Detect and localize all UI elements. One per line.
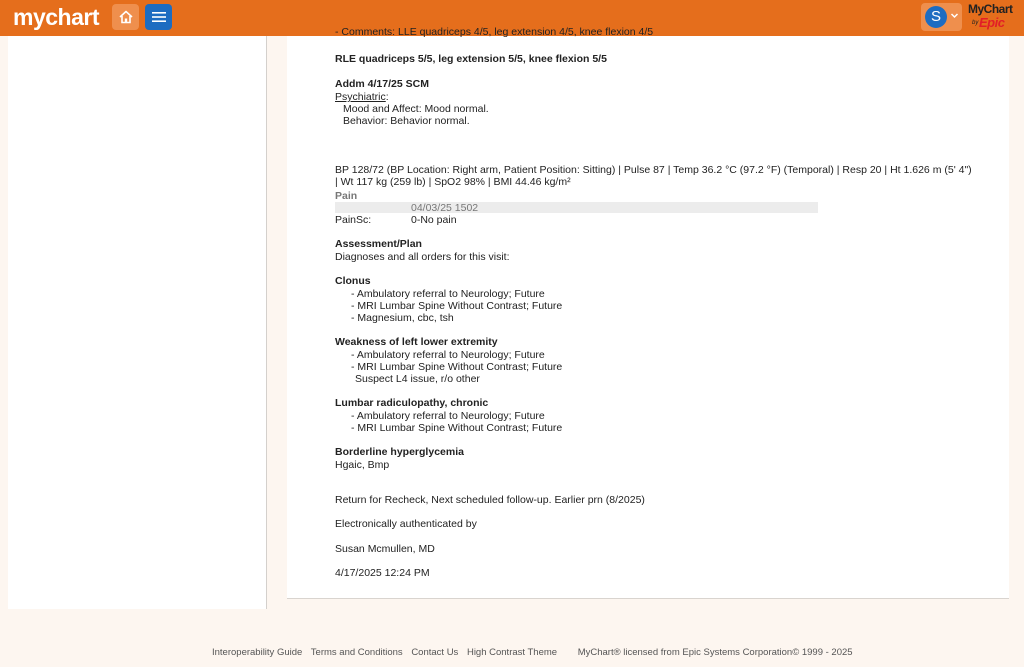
cutoff-comment-line: - Comments: LLE quadriceps 4/5, leg extension 4/5, knee flexion 4/5 xyxy=(335,26,654,38)
vitals-line-1: BP 128/72 (BP Location: Right arm, Patient Position: Sitting) | Pulse 87 | Temp 36.2 °C (97.2 °F) (Temporal) | Resp 20 | Ht 1.626 m (5' 4") xyxy=(335,164,972,176)
psychiatric-heading xyxy=(335,91,389,103)
diagnosis-title: Clonus xyxy=(335,275,371,287)
home-icon xyxy=(118,9,134,25)
assessment-subtitle: Diagnoses and all orders for this visit: xyxy=(335,251,510,263)
pain-date: 04/03/25 1502 xyxy=(411,202,479,214)
pain-date-row xyxy=(335,202,818,213)
footer-link-high-contrast[interactable]: High Contrast Theme xyxy=(466,647,558,658)
order-item: Suspect L4 issue, r/o other xyxy=(355,373,480,385)
vitals-line-2: | Wt 117 kg (259 lb) | SpO2 98% | BMI 44.46 kg/m² xyxy=(335,176,571,188)
return-instructions: Return for Recheck, Next scheduled follow-up. Earlier prn (8/2025) xyxy=(335,494,645,506)
pain-score-value: 0-No pain xyxy=(411,214,457,226)
mood-line: Mood and Affect: Mood normal. xyxy=(343,103,489,115)
diagnosis-title: Borderline hyperglycemia xyxy=(335,446,464,458)
order-item: Hgaic, Bmp xyxy=(335,459,390,471)
brand-epic-text: Epic xyxy=(979,15,1005,30)
diagnosis-title: Lumbar radiculopathy, chronic xyxy=(335,397,489,409)
mychart-by-epic-logo xyxy=(968,2,1020,33)
order-item: - MRI Lumbar Spine Without Contrast; Future xyxy=(351,300,563,312)
psychiatric-label: Psychiatric xyxy=(335,91,386,103)
order-item: - Ambulatory referral to Neurology; Future xyxy=(351,349,545,361)
menu-button[interactable] xyxy=(145,4,172,30)
order-item: - MRI Lumbar Spine Without Contrast; Future xyxy=(351,361,563,373)
addendum-line: Addm 4/17/25 SCM xyxy=(335,78,429,90)
signed-timestamp: 4/17/2025 12:24 PM xyxy=(335,567,430,579)
left-sidebar xyxy=(8,36,267,609)
brand-mychart-text: MyChart xyxy=(968,2,1013,16)
footer-link-interoperability[interactable]: Interoperability Guide xyxy=(212,647,303,658)
rle-exam-line: RLE quadriceps 5/5, leg extension 5/5, knee flexion 5/5 xyxy=(335,53,607,65)
psychiatric-colon: : xyxy=(385,91,389,103)
footer-link-contact[interactable]: Contact Us xyxy=(411,647,459,658)
signer-name: Susan Mcmullen, MD xyxy=(335,543,435,555)
footer-copyright: MyChart® licensed from Epic Systems Corporation© 1999 - 2025 xyxy=(577,647,853,658)
note-content-panel[interactable] xyxy=(287,26,1009,599)
mychart-logo[interactable]: mychart xyxy=(13,4,99,30)
diagnosis-title: Weakness of left lower extremity xyxy=(335,336,498,348)
hamburger-menu-icon xyxy=(152,11,166,23)
footer xyxy=(212,647,859,658)
order-item: - Magnesium, cbc, tsh xyxy=(351,312,454,324)
account-menu-button[interactable] xyxy=(921,3,962,31)
avatar: S xyxy=(925,6,947,28)
brand-by-text: by xyxy=(972,20,979,26)
behavior-line: Behavior: Behavior normal. xyxy=(343,115,470,127)
order-item: - MRI Lumbar Spine Without Contrast; Future xyxy=(351,422,563,434)
pain-header: Pain xyxy=(335,190,358,202)
authentication-line: Electronically authenticated by xyxy=(335,518,477,530)
assessment-title: Assessment/Plan xyxy=(335,238,422,250)
footer-link-terms[interactable]: Terms and Conditions xyxy=(310,647,403,658)
order-item: - Ambulatory referral to Neurology; Future xyxy=(351,288,545,300)
pain-score-label: PainSc: xyxy=(335,214,372,226)
home-button[interactable] xyxy=(112,4,139,30)
chevron-down-icon xyxy=(950,11,959,20)
order-item: - Ambulatory referral to Neurology; Future xyxy=(351,410,545,422)
